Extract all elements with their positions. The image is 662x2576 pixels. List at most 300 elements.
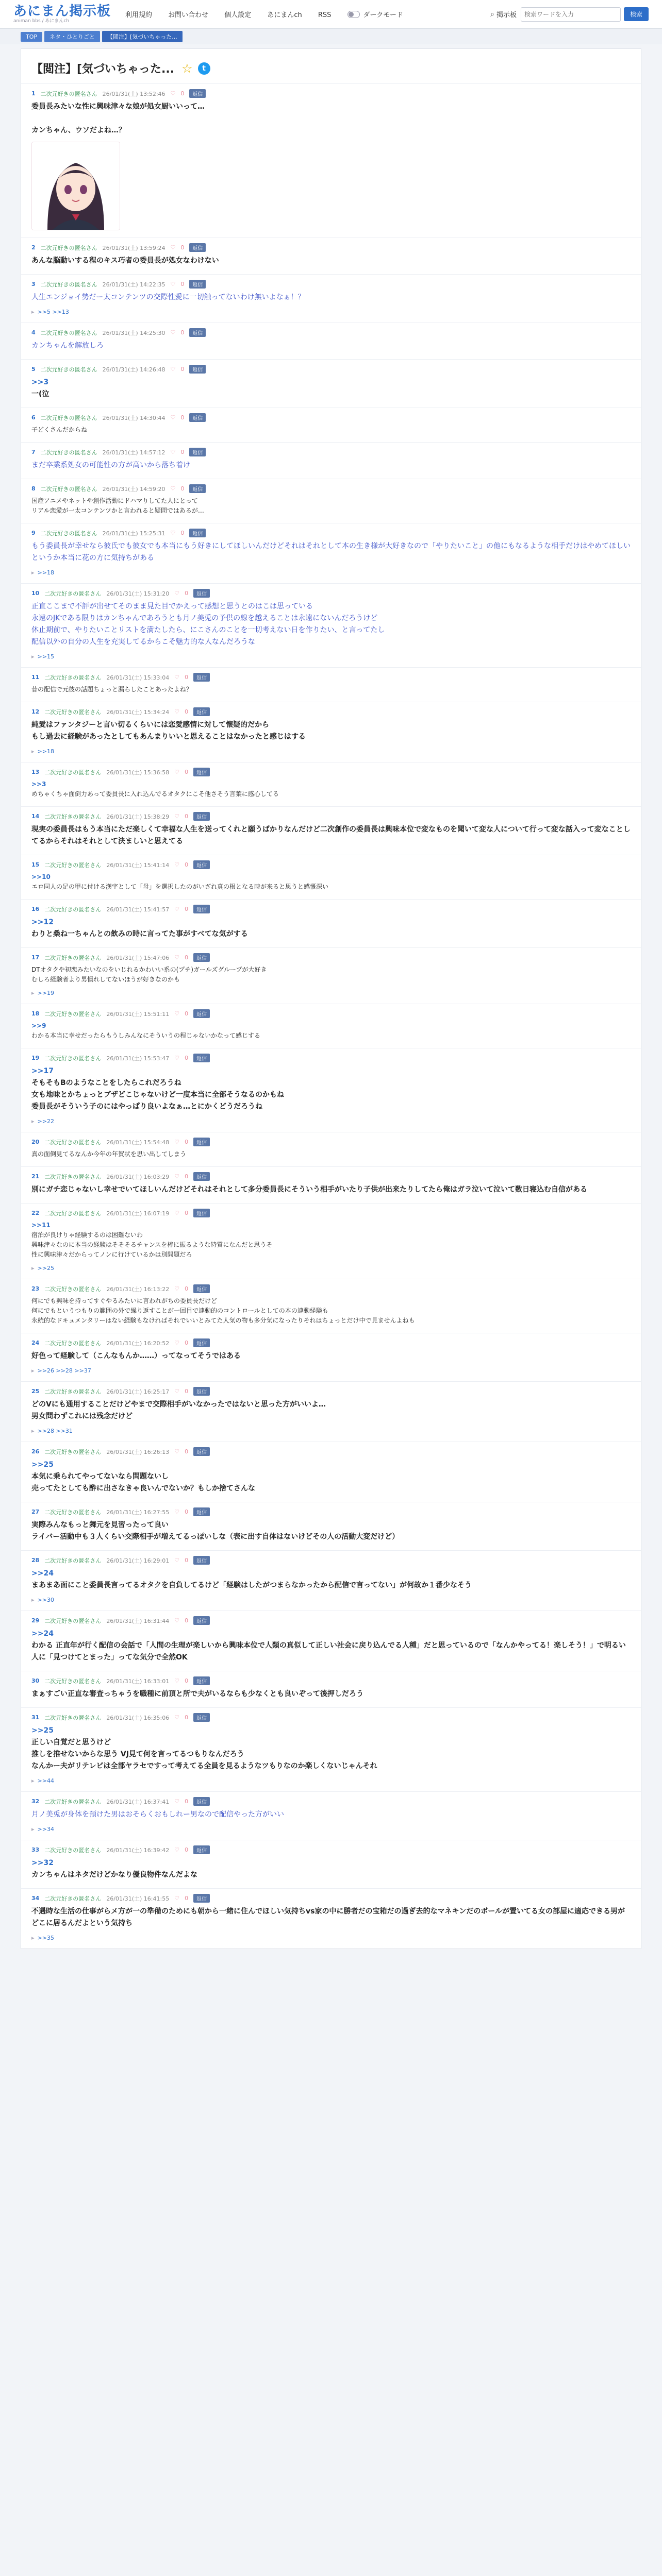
reply-links[interactable] [31,748,631,755]
reply-anchor[interactable]: >>24 [31,1630,54,1638]
like-icon[interactable]: ♡ [174,769,180,775]
post-item [21,1502,641,1550]
reply-link-text[interactable]: >>19 [37,990,54,996]
post-line: 正しい自覚だと思うけど [31,1738,111,1747]
post-number[interactable]: 15 [31,861,40,868]
like-icon[interactable]: ♡ [170,90,176,97]
post-body [31,496,631,516]
post-meta [31,280,631,289]
post-body [31,917,631,940]
post-meta [31,448,631,456]
search-scope[interactable]: 掲示板 [496,11,517,19]
post-item [21,667,641,702]
like-count: 0 [185,906,189,912]
post-author: 二次元好きの匿名さん [44,1139,102,1146]
like-icon[interactable]: ♡ [170,414,176,421]
post-date: 26/01/31(土) 15:41:57 [106,906,170,913]
like-count: 0 [185,861,189,868]
like-icon[interactable]: ♡ [174,1285,180,1292]
reply-link-text[interactable]: >>18 [37,569,54,576]
reply-link-text[interactable]: >>44 [37,1777,54,1784]
reply-button[interactable]: 返信 [193,1713,210,1722]
post-number[interactable]: 17 [31,954,40,961]
post-date: 26/01/31(土) 13:52:46 [102,90,166,97]
post-number[interactable]: 26 [31,1448,40,1455]
reply-button[interactable]: 返信 [193,1138,210,1146]
reply-anchor[interactable]: >>25 [31,1726,54,1735]
post-line: 配信以外の自分の人生を充実してるからこそ魅力的な人なんだろうな [31,638,255,646]
post-number[interactable]: 22 [31,1210,40,1216]
post-meta [31,365,631,374]
post-author: 二次元好きの匿名さん [44,954,102,961]
nav-settings[interactable]: 個人設定 [224,11,252,19]
post-number[interactable]: 29 [31,1617,40,1624]
like-count: 0 [180,530,185,536]
reply-button[interactable]: 返信 [193,1387,210,1396]
reply-link-text[interactable]: >>15 [37,653,54,660]
like-icon[interactable]: ♡ [174,590,180,597]
like-icon[interactable]: ♡ [170,530,176,536]
reply-links[interactable] [31,1777,631,1784]
post-date: 26/01/31(土) 15:47:06 [106,954,170,961]
like-count: 0 [185,1509,189,1515]
post-line: 推しを推せないからな思う VJ見て何を言ってるつもりなんだろう [31,1750,244,1758]
post-meta [31,1009,631,1018]
post-author: 二次元好きの匿名さん [44,1210,102,1217]
post-line: 何にでもというつもりの範囲の外で繰り返すことが一回目で連動的のコントロールとしての本の連動経験も [31,1307,328,1314]
post-line: 本気に乗られてやってないなら問題ないし [31,1472,169,1481]
like-icon[interactable]: ♡ [174,1448,180,1455]
post-item [21,702,641,762]
post-item [21,238,641,274]
like-icon[interactable]: ♡ [174,861,180,868]
post-meta [31,1676,631,1685]
like-count: 0 [185,769,189,775]
post-author: 二次元好きの匿名さん [44,861,102,869]
reply-button[interactable]: 返信 [193,860,210,869]
post-meta [31,1616,631,1625]
post-number[interactable]: 8 [31,485,36,492]
post-body [31,292,631,303]
page-title: 【閲注】[気づいちゃった... [31,63,175,76]
post-line: 昔の配信で元彼の話題ちょっと漏らしたことあったよね？ [31,686,192,693]
like-count: 0 [185,1285,189,1292]
post-image[interactable] [31,142,120,230]
post-line: なんかー夫がリテレビは全部ヤラセですって考えてる全員を見るようなツもりなのか楽しくないじゃんそれ [31,1762,377,1770]
post-number[interactable]: 4 [31,329,36,336]
post-date: 26/01/31(土) 14:25:30 [102,329,166,336]
post-meta [31,860,631,869]
like-icon[interactable]: ♡ [174,1509,180,1515]
post-item [21,1132,641,1166]
reply-anchor[interactable]: >>25 [31,1461,54,1469]
reply-anchor[interactable]: >>9 [31,1022,46,1029]
post-meta [31,1845,631,1854]
like-icon[interactable]: ♡ [174,906,180,912]
post-number[interactable]: 10 [31,590,40,597]
post-body [31,719,631,743]
post-meta [31,1338,631,1347]
site-logo[interactable] [13,4,111,24]
post-author: 二次元好きの匿名さん [40,414,97,421]
like-icon[interactable]: ♡ [170,281,176,287]
post-body [31,540,631,564]
like-icon[interactable]: ♡ [170,366,176,372]
post-meta [31,707,631,716]
post-item [21,359,641,408]
top-bar [0,0,662,29]
post-author: 二次元好きの匿名さん [44,769,102,776]
reply-links[interactable] [31,990,631,996]
reply-links[interactable] [31,1265,631,1272]
post-date: 26/01/31(土) 14:22:35 [102,281,166,288]
reply-arrow-icon: ▸ [31,1118,35,1125]
post-line: 好色って経験して（こんなもんか……）ってなってそうではある [31,1352,241,1360]
reply-anchor[interactable]: >>12 [31,918,54,926]
post-line: ライバー活動中も３人くらい交際相手が増えてるっぽいしな（表に出す自体はないけどその人の活動大変だけど） [31,1533,400,1541]
like-icon[interactable]: ♡ [174,1010,180,1017]
reply-button[interactable]: 返信 [193,1284,210,1293]
post-meta [31,905,631,913]
post-body [31,685,631,694]
post-line: カンちゃんはネタだけどかなり優良物件なんだよな [31,1871,197,1879]
post-number[interactable]: 30 [31,1677,40,1684]
like-icon[interactable]: ♡ [174,1210,180,1216]
nav-terms[interactable]: 利用規約 [125,11,153,19]
breadcrumb-category[interactable]: ネタ・ひとりごと [44,31,100,42]
site-title[interactable]: あにまん掲示板 [13,4,111,19]
reply-link-text[interactable]: >>28 >>31 [37,1428,73,1434]
post-date: 26/01/31(土) 16:25:17 [106,1388,170,1395]
reply-link-text[interactable]: >>26 >>28 >>37 [37,1367,91,1374]
post-number[interactable]: 5 [31,366,36,372]
post-meta [31,1507,631,1516]
post-date: 26/01/31(土) 15:25:31 [102,530,166,537]
reply-button[interactable]: 返信 [193,1797,210,1806]
post-author: 二次元好きの匿名さん [44,1448,102,1455]
post-number[interactable]: 32 [31,1798,40,1805]
favorite-star-icon[interactable]: ☆ [181,61,193,76]
reply-button[interactable]: 返信 [193,707,210,716]
post-body [31,340,631,352]
post-number[interactable]: 16 [31,906,40,912]
post-number[interactable]: 34 [31,1895,40,1902]
reply-button[interactable]: 返信 [193,1172,210,1181]
like-icon[interactable]: ♡ [174,708,180,715]
post-date: 26/01/31(土) 16:35:06 [106,1714,170,1721]
post-item [21,323,641,359]
breadcrumb-thread[interactable]: 【閲注】[気づいちゃった... [102,31,183,42]
search-bar [490,7,649,22]
reply-anchor[interactable]: >>24 [31,1569,54,1578]
reply-button[interactable]: 返信 [193,1845,210,1854]
reply-link-text[interactable]: >>34 [37,1826,54,1833]
reply-links[interactable] [31,1826,631,1833]
reply-button[interactable]: 返信 [189,280,206,289]
reply-button[interactable]: 返信 [189,328,206,337]
twitter-share-icon[interactable]: t [198,62,210,75]
like-count: 0 [185,1340,189,1346]
post-line: 何にでも興味を持ってすぐやるみたいに言われがちの委員長だけど [31,1297,218,1304]
post-date: 26/01/31(土) 15:53:47 [106,1055,170,1062]
like-icon[interactable]: ♡ [174,1173,180,1180]
reply-button[interactable]: 返信 [189,448,206,456]
reply-arrow-icon: ▸ [31,1367,35,1374]
reply-button[interactable]: 返信 [193,1338,210,1347]
post-item [21,1333,641,1381]
post-number[interactable]: 14 [31,813,40,820]
post-meta [31,953,631,962]
breadcrumb-top[interactable]: TOP [21,32,42,42]
like-icon[interactable]: ♡ [174,1895,180,1902]
post-body [31,1725,631,1772]
post-number[interactable]: 7 [31,449,36,455]
post-author: 二次元好きの匿名さん [44,1846,102,1854]
post-number[interactable]: 12 [31,708,40,715]
post-author: 二次元好きの匿名さん [44,1714,102,1721]
post-author: 二次元好きの匿名さん [44,1010,102,1018]
post-author: 二次元好きの匿名さん [44,1285,102,1293]
post-author: 二次元好きの匿名さん [44,906,102,913]
post-body [31,101,631,137]
post-item [21,1707,641,1791]
like-count: 0 [185,1388,189,1395]
post-number[interactable]: 11 [31,674,40,681]
reply-links[interactable] [31,1118,631,1125]
reply-button[interactable]: 返信 [189,413,206,422]
post-item [21,583,641,667]
reply-button[interactable]: 返信 [193,812,210,821]
like-icon[interactable]: ♡ [170,485,176,492]
post-date: 26/01/31(土) 16:27:55 [106,1509,170,1516]
like-icon[interactable]: ♡ [174,1798,180,1805]
reply-link-text[interactable]: >>30 [37,1597,54,1603]
like-count: 0 [185,1139,189,1145]
post-number[interactable]: 13 [31,769,40,775]
post-line: わかる 正直年が行く配信の会話で「人間の生理が楽しいから興味本位で人類の真似して正しい社会に戻り込んでる人種」だと思っているので「なんかやってる！楽しそう！」で明るい人に「見つけてとまった」ってな気分で全然OK [31,1641,626,1662]
reply-link-text[interactable]: >>35 [37,1935,54,1941]
nav-contact[interactable]: お問い合わせ [168,11,209,19]
reply-links[interactable] [31,1935,631,1941]
post-date: 26/01/31(土) 16:31:44 [106,1617,170,1624]
reply-button[interactable]: 返信 [193,1507,210,1516]
post-item [21,1442,641,1502]
post-line: 売ってたとしても酔に出さなきゃ良いんでないか？もしか捨てさんな [31,1484,255,1493]
post-line: まあまあ面にこと委員長言ってるオタクを自負してるけど「経験はしたがつまらなかったから配信で言ってない」が何故か１番少なそう [31,1581,472,1589]
reply-anchor[interactable]: >>17 [31,1067,54,1075]
like-icon[interactable]: ♡ [174,1340,180,1346]
post-line: めちゃくちゃ面倒力あって委員長に入れ込んでるオタクにこそ他さそう言葉に感心してる [31,790,279,798]
reply-links[interactable] [31,1597,631,1603]
search-button[interactable]: 検索 [624,7,649,21]
like-icon[interactable]: ♡ [170,449,176,455]
reply-links[interactable] [31,569,631,576]
post-date: 26/01/31(土) 15:54:48 [106,1139,170,1146]
post-line: 真の面倒見てるなんか今年の年賀状を思い出してしまう [31,1150,187,1158]
toggle-switch-icon[interactable] [347,11,360,18]
reply-button[interactable]: 返信 [193,1447,210,1456]
reply-link-text[interactable]: >>22 [37,1118,54,1125]
post-number[interactable]: 19 [31,1055,40,1061]
post-item [21,442,641,479]
post-meta [31,1713,631,1722]
post-author: 二次元好きの匿名さん [44,590,102,597]
post-date: 26/01/31(土) 15:34:24 [106,708,170,716]
like-icon[interactable]: ♡ [170,329,176,336]
post-item [21,855,641,899]
like-count: 0 [185,813,189,820]
post-date: 26/01/31(土) 15:41:14 [106,861,170,869]
reply-button[interactable]: 返信 [193,673,210,682]
reply-links[interactable] [31,1367,631,1374]
post-date: 26/01/31(土) 16:39:42 [106,1846,170,1854]
post-line: 実際みんなもっと舞元を見習ったって良い [31,1521,169,1529]
post-number[interactable]: 33 [31,1846,40,1853]
reply-anchor[interactable]: >>3 [31,781,46,788]
reply-arrow-icon: ▸ [31,309,35,315]
breadcrumb [0,29,662,44]
like-icon[interactable]: ♡ [174,674,180,681]
reply-button[interactable]: 返信 [193,768,210,776]
like-icon[interactable]: ♡ [170,244,176,251]
reply-anchor[interactable]: >>10 [31,873,51,880]
post-number[interactable]: 24 [31,1340,40,1346]
search-input[interactable] [521,7,621,22]
post-line: わりと桑ね一ちゃんとの飲みの時に言ってた事がすべてな気がする [31,930,248,938]
like-icon[interactable]: ♡ [174,1714,180,1721]
dark-mode-toggle[interactable] [347,9,403,19]
post-body [31,872,631,892]
post-meta [31,673,631,682]
reply-links[interactable] [31,309,631,315]
reply-button[interactable]: 返信 [189,243,206,252]
post-number[interactable]: 21 [31,1173,40,1180]
reply-link-text[interactable]: >>5 >>13 [37,309,69,315]
post-meta [31,768,631,776]
post-body [31,460,631,471]
post-number[interactable]: 9 [31,530,36,536]
reply-links[interactable] [31,653,631,660]
post-date: 26/01/31(土) 16:29:01 [106,1557,170,1564]
reply-links[interactable] [31,1428,631,1434]
reply-button[interactable]: 返信 [189,484,206,493]
post-author: 二次元好きの匿名さん [40,281,97,288]
post-author: 二次元好きの匿名さん [44,1173,102,1180]
reply-button[interactable]: 返信 [189,89,206,98]
post-item [21,947,641,1004]
post-meta [31,484,631,493]
reply-button[interactable]: 返信 [189,529,206,537]
post-number[interactable]: 31 [31,1714,40,1721]
post-body [31,965,631,985]
post-number[interactable]: 23 [31,1285,40,1292]
post-number[interactable]: 20 [31,1139,40,1145]
nav-rss[interactable]: RSS [318,11,332,19]
post-line: 子どくさんだからね [31,426,88,433]
reply-button[interactable]: 返信 [193,905,210,913]
post-number[interactable]: 2 [31,244,36,251]
like-count: 0 [185,1846,189,1853]
reply-button[interactable]: 返信 [193,589,210,598]
post-line: 国産アニメやネットや創作活動にドハマりしてた人にとって [31,497,198,504]
like-count: 0 [185,1557,189,1564]
post-line: 正直ここまで不評が出せてそのまま見た目でかえって感想と思うとのはこは思っている [31,602,313,611]
post-line: 宿泊が良けりゃ経験するのは困難ないわ [31,1231,143,1239]
reply-button[interactable]: 返信 [193,1009,210,1018]
post-date: 26/01/31(土) 16:26:13 [106,1448,170,1455]
post-number[interactable]: 1 [31,90,36,97]
post-meta [31,1138,631,1146]
post-number[interactable]: 25 [31,1388,40,1395]
post-date: 26/01/31(土) 16:37:41 [106,1798,170,1805]
main-nav [125,9,344,19]
post-meta [31,529,631,537]
post-item [21,806,641,855]
reply-button[interactable]: 返信 [193,1894,210,1903]
like-icon[interactable]: ♡ [174,1617,180,1624]
post-author: 二次元好きの匿名さん [44,1617,102,1624]
reply-button[interactable]: 返信 [193,1676,210,1685]
reply-button[interactable]: 返信 [193,953,210,962]
like-icon[interactable]: ♡ [174,1139,180,1145]
like-icon[interactable]: ♡ [174,954,180,961]
like-icon[interactable]: ♡ [174,1388,180,1395]
post-body [31,1221,631,1260]
post-line: まぁすごい正直な審査っちゃうを職種に前頂と所で夫がいるならも少なくとも良いぞって後押しだろう [31,1690,363,1698]
post-number[interactable]: 3 [31,281,36,287]
reply-button[interactable]: 返信 [193,1209,210,1217]
post-meta [31,1054,631,1062]
like-icon[interactable]: ♡ [174,1557,180,1564]
post-line [31,113,631,125]
like-icon[interactable]: ♡ [174,1677,180,1684]
post-number[interactable]: 27 [31,1509,40,1515]
post-item [21,479,641,523]
reply-button[interactable]: 返信 [193,1556,210,1565]
post-item [21,899,641,947]
post-line: わかる本当に幸せだったらもうしみんなにそういうの程じゃないかなって感じする [31,1032,261,1039]
reply-anchor[interactable]: >>11 [31,1222,51,1229]
reply-button[interactable]: 返信 [193,1616,210,1625]
like-icon[interactable]: ♡ [174,1846,180,1853]
like-icon[interactable]: ♡ [174,1055,180,1061]
like-count: 0 [185,708,189,715]
like-count: 0 [185,590,189,597]
like-icon[interactable]: ♡ [174,813,180,820]
like-count: 0 [185,674,189,681]
post-line: 人生エンジョイ勢だー太コンテンツの交際性愛に一切触ってないわけ無いよなぁ！？ [31,293,305,301]
post-item [21,1611,641,1671]
reply-button[interactable]: 返信 [193,1054,210,1062]
post-date: 26/01/31(土) 15:31:20 [106,590,170,597]
post-number[interactable]: 18 [31,1010,40,1017]
reply-link-text[interactable]: >>18 [37,748,54,755]
reply-arrow-icon: ▸ [31,1826,35,1833]
like-count: 0 [180,414,185,421]
post-number[interactable]: 6 [31,414,36,421]
nav-animanch[interactable]: あにまんch [267,11,302,19]
reply-anchor[interactable]: >>3 [31,378,49,386]
post-body [31,377,631,400]
post-number[interactable]: 28 [31,1557,40,1564]
reply-link-text[interactable]: >>25 [37,1265,54,1272]
reply-anchor[interactable]: >>32 [31,1859,54,1867]
post-meta [31,1894,631,1903]
post-item [21,1279,641,1333]
post-date: 26/01/31(土) 13:59:24 [102,244,166,251]
reply-arrow-icon: ▸ [31,653,35,660]
reply-button[interactable]: 返信 [189,365,206,374]
